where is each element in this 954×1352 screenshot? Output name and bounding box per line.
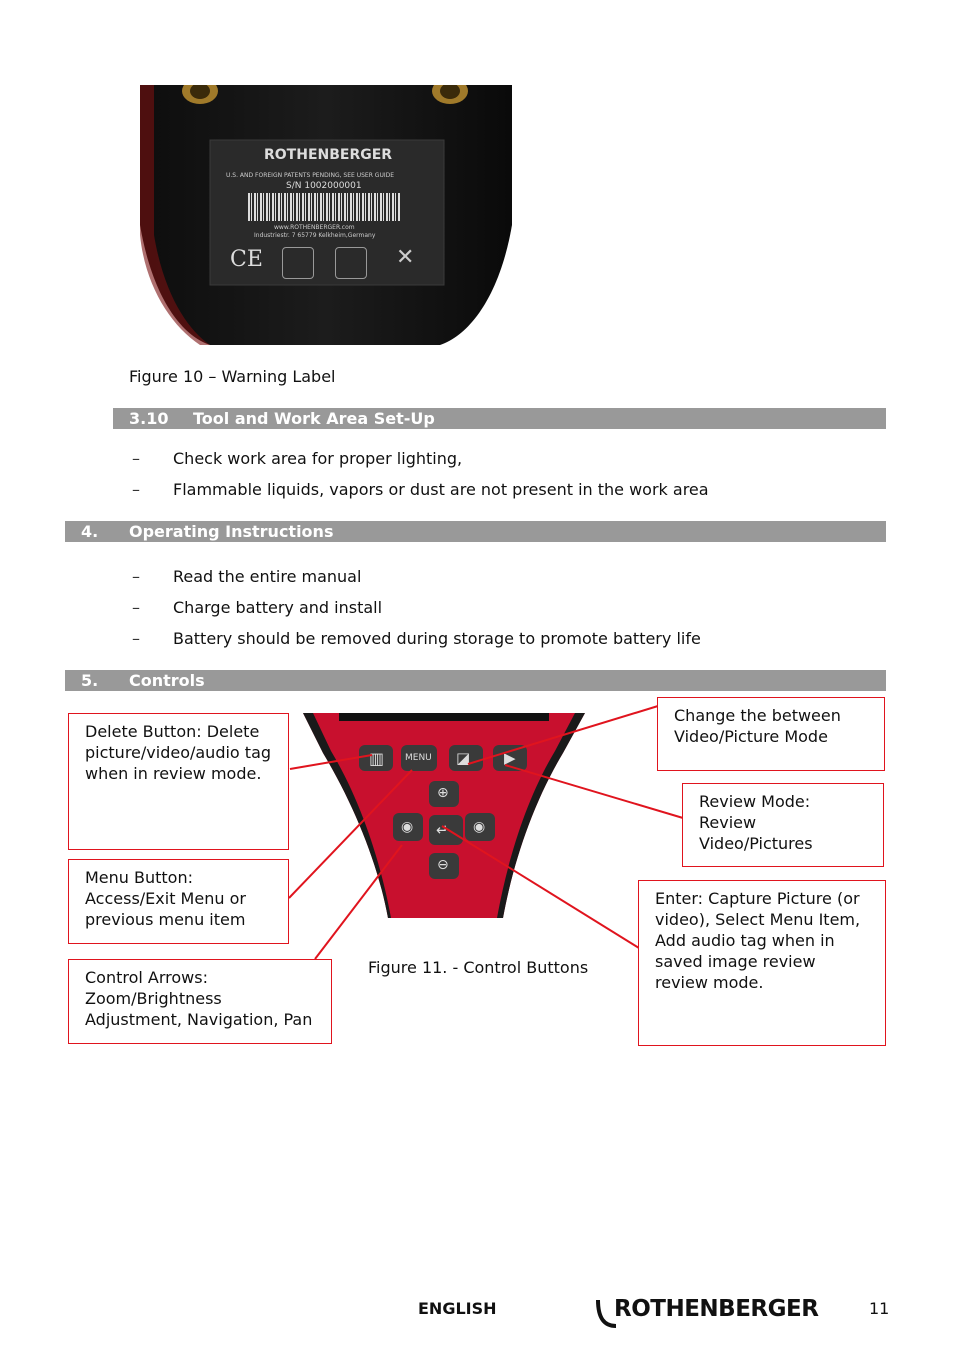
figure-11-caption: Figure 11. - Control Buttons xyxy=(368,958,589,977)
ce-mark: CE xyxy=(230,247,263,272)
brightness-up-icon: ◉ xyxy=(473,819,486,835)
section-number: 3.10 xyxy=(129,409,169,428)
figure-10-caption: Figure 10 – Warning Label xyxy=(129,367,336,386)
zoom-in-icon: ⊕ xyxy=(437,785,449,801)
weee-bin-icon: ✕ xyxy=(396,245,415,270)
review-mode-callout: Review Mode: Review Video/Pictures xyxy=(682,783,884,867)
delete-button-callout: Delete Button: Delete picture/video/audio tag when in review mode. xyxy=(68,713,289,850)
label-website: www.ROTHENBERGER.com xyxy=(274,224,355,231)
camera-mode-icon: ◪ xyxy=(456,749,471,767)
footer-brand: ROTHENBERGER xyxy=(614,1296,819,1322)
brightness-down-icon: ◉ xyxy=(401,819,414,835)
menu-key-label: MENU xyxy=(405,753,432,763)
label-address: Industriestr. 7 65779 Kelkheim,Germany xyxy=(254,232,376,239)
mode-change-callout: Change the between Video/Picture Mode xyxy=(657,697,885,771)
section-title: Tool and Work Area Set-Up xyxy=(193,409,435,428)
zoom-out-icon: ⊖ xyxy=(437,857,449,873)
menu-button-callout: Menu Button: Access/Exit Menu or previous menu item xyxy=(68,859,289,944)
control-arrows-callout: Control Arrows: Zoom/Brightness Adjustment, Navigation, Pan xyxy=(68,959,332,1044)
section-title: Operating Instructions xyxy=(129,522,334,541)
page-number: 11 xyxy=(869,1299,890,1318)
play-icon: ▶ xyxy=(504,749,516,767)
label-serial: S/N 1002000001 xyxy=(286,181,362,191)
label-patent-line: U.S. AND FOREIGN PATENTS PENDING, SEE USER GUIDE xyxy=(226,172,395,179)
enter-icon: ↵ xyxy=(436,821,449,839)
section-title: Controls xyxy=(129,671,205,690)
section-number: 5. xyxy=(81,671,99,690)
trash-icon: ▥ xyxy=(369,749,385,768)
label-brand: ROTHENBERGER xyxy=(264,147,393,163)
section-number: 4. xyxy=(81,522,99,541)
enter-button-callout: Enter: Capture Picture (or video), Select Menu Item, Add audio tag when in saved image review review mode. xyxy=(638,880,886,1046)
footer-language: ENGLISH xyxy=(418,1299,497,1318)
